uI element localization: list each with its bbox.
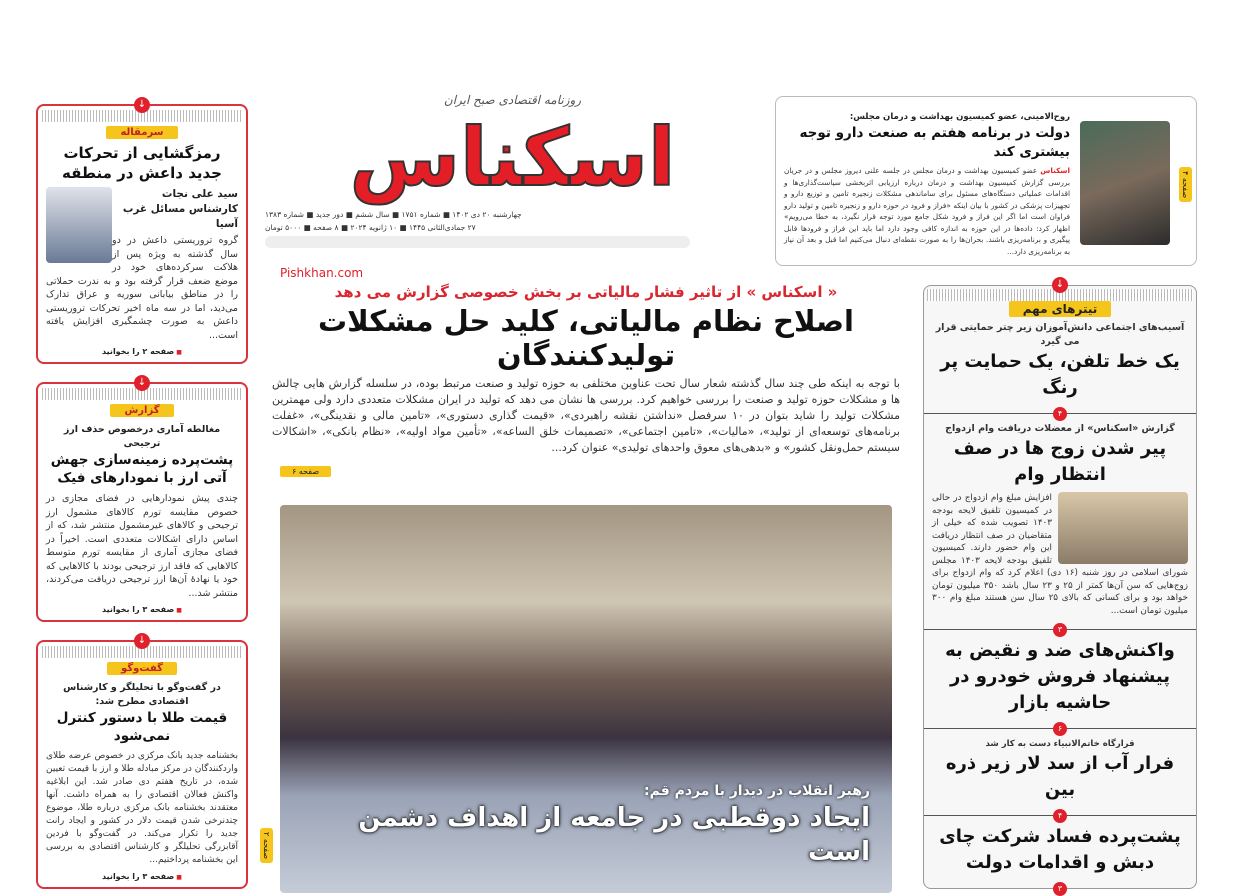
body: چندی پیش نمودارهایی در فضای مجازی در خصوص مقایسه تورم کالاهای مشمول ارز ترجیحی و کالاهای غیرمشمول منتشر شد، که از اساس دارای اشکالات متعددی است. اخیراً در فضای مجازی آماری از مقایسه تورم متوسط کالاهایی که فاقد ارز ترجیحی بودند با کالاهایی که خود یا نهادهٔ آن‌ها ارز ترجیحی دریافت می‌کردند، منتشر شد...: [46, 493, 238, 599]
author-role: کارشناس مسائل غرب آسیا: [122, 203, 238, 230]
source-label: اسکناس: [1040, 166, 1070, 175]
top-story-text: عضو کمیسیون بهداشت و درمان مجلس در جلسه علنی دیروز مجلس و در جریان بررسی گزارش کمیسیون بهداشت و درمان درباره ارزیابی اثربخشی سیاست‌گذاری‌ها و اقدامات عملیاتی دستگاه‌های مسئول برای ساماندهی مشکلات زنجیره تامین و توزیع دارو و تجهیزات پزشکی در کشور با بیان اینکه «فراز و فرود در حوزه دارو و زنجیره تامین و تولید دارو فراوان است اما اگر این فراز و فرود شکل جامع مورد توجه قرار نگیرد، به خطا می‌رویم» اظهار کرد: داده‌ها در این حوزه به اندازه کافی وجود دارد اما باید این فراز و فرودها قابل پیگیری و برنامه‌ریزی باشند. بحران‌ها را به صورت نقطه‌ای دنبال می‌کنیم اما قبل و بعد آن نیاز به برنامه‌ریزی دارد...: [784, 166, 1070, 256]
page-badge: ۳: [1053, 623, 1067, 637]
page-tag: صفحه ۴: [1179, 167, 1192, 202]
author-name: سید علی نجات: [161, 188, 238, 200]
headline: پشت‌پرده فساد شرکت چای دبش و اقدامات دولت: [939, 826, 1181, 873]
main-page-tag: صفحه ۶: [280, 466, 331, 477]
body: گروه تروریستی داعش در دو سال گذشته به ویژه پس از هلاکت سرکرده‌های خود در موضع ضعف قرار گرفته بود و به ندرت حملاتی را در مناطق بیابانی سوریه و عراق تدارک می‌دید، اما در سه ماه اخیر تحرکات تروریستی داعش به صورت چشمگیری افزایش یافته است...: [46, 235, 238, 341]
main-body: با توجه به اینکه طی چند سال گذشته شعار سال تحت عناوین مختلفی به حوزه تولید و صنعت مرتبط بوده، در سلسله گزارش هایی چالش ها و مشکلات حوزه تولید و صنعت را بررسی خواهیم کرد. بررسی ها نشان می دهد که تولید در ایران مشکلات متعددی دارد ولی مهمترین مشکلات تولید را شاید بتوان در ۱۰ سرفصل «نداشتن نقشه راهبردی»، «قیمت گذاری دستوری»، «تامین مالی و نقدینگی»، «غفلت برنامه‌های توسعه‌ای از تولید»، «مالیات»، «تامین اجتماعی»، «تصمیمات خلق الساعه»، «تأمین مواد اولیه»، «نظام بانکی»، «اشکالات سیستم حمل‌ونقل کشور» و «بدهی‌های معوق واحدهای تولیدی» عنوان کرد...: [272, 377, 900, 454]
author-photo: [46, 187, 112, 263]
date-line-1: چهارشنبه ۲۰ دی ۱۴۰۲ ■ شماره ۱۷۵۱ ■ سال ششم ■ دور جدید ■ شماره ۱۳۸۳: [265, 210, 522, 219]
arrow-down-icon: ↓: [134, 633, 150, 649]
arrow-down-icon: ↓: [134, 97, 150, 113]
headline: رمزگشایی از تحرکات جدید داعش در منطقه: [62, 144, 222, 182]
main-kicker: « اسکناس » از تاثیر فشار مالیاتی بر بخش خصوصی گزارش می دهد: [334, 283, 838, 301]
read-more-link[interactable]: ■ صفحه ۳ را بخوانید: [46, 605, 238, 614]
kicker: گزارش «اسکناس» از معضلات دریافت وام ازدواج: [945, 423, 1175, 434]
top-story-body: [784, 165, 1070, 257]
read-more-link[interactable]: ■ صفحه ۲ را بخوانید: [46, 347, 238, 356]
body: افزایش مبلغ وام ازدواج در حالی در کمیسیون تلفیق لایحه بودجه ۱۴۰۳ تصویب شده که خیلی از متقاضیان در صف انتظار دریافت این وام حضور دارند. کمیسیون تلفیق بودجه لایحه ۱۴۰۳ مجلس شورای اسلامی در روز شنبه (۱۶ دی) اعلام کرد که وام ازدواج برای زوج‌هایی که سن آن‌ها کمتر از ۲۵ و ۲۳ سال باشد ۳۵۰ میلیون تومان خواهد بود و برای کسانی که بالای ۲۵ سال سن هستند مبلغ وام ۳۰۰ میلیون تومان است...: [932, 493, 1189, 616]
section-tag: سرمقاله: [106, 126, 177, 139]
main-photo[interactable]: [280, 505, 892, 893]
kicker: قرارگاه خاتم‌الانبیاء دست به کار شد: [985, 739, 1135, 749]
arrow-down-icon: ↓: [1052, 277, 1068, 293]
photo-caption: [290, 781, 870, 869]
page-badge: ۶: [1053, 722, 1067, 736]
body: بخشنامه جدید بانک مرکزی در خصوص عرضه طلای واردکنندگان در مرکز مبادله طلا و ارز با قیمت تعیین شده، در تاریخ هفتم دی صادر شد. این ابلاغیه واکنش فعالان اقتصادی را به همراه داشت. آنها معتقدند بخشنامه بانک مرکزی درباره طلا، موضوع چندنرخی شدن قیمت دلار در کشور و ایجاد رانت جدید را تکرار می‌کند. در گفت‌وگو با فردین آقابزرگی تحلیلگر و کارشناس اقتصادی به بررسی این بخشنامه پرداختیم...: [46, 751, 238, 865]
section-tag: گزارش: [110, 404, 173, 417]
masthead-tagline: روزنامه اقتصادی صبح ایران: [443, 93, 582, 107]
top-story[interactable]: [775, 96, 1197, 266]
kicker: مغالطه آماری درخصوص حذف ارز ترجیحی: [63, 424, 221, 449]
page-badge: ۳: [1053, 882, 1067, 896]
headline: واکنش‌های ضد و نقیض به پیشنهاد فروش خودرو در حاشیه بازار: [945, 640, 1175, 713]
photo-kicker: رهبر انقلاب در دیدار با مردم قم:: [644, 783, 870, 799]
section-tag: تیترهای مهم: [1009, 301, 1112, 317]
interview-box[interactable]: [36, 635, 248, 889]
headline: قیمت طلا با دستور کنترل نمی‌شود: [56, 710, 228, 744]
headline: پشت‌پرده زمینه‌سازی جهش آتی ارز با نمودارهای فیک: [50, 452, 234, 486]
kicker: آسیب‌های اجتماعی دانش‌آموزان زیر چتر حمایتی قرار می گیرد: [935, 322, 1185, 347]
headline-item[interactable]: [924, 317, 1196, 418]
editorial-box[interactable]: [36, 99, 248, 364]
kicker: در گفت‌وگو با تحلیلگر و کارشناس اقتصادی مطرح شد:: [63, 682, 221, 707]
headline-item[interactable]: [924, 729, 1196, 820]
photo-headline: ایجاد دوقطبی در جامعه از اهداف دشمن است: [358, 803, 870, 867]
top-story-kicker: روح‌الامینی، عضو کمیسیون بهداشت و درمان مجلس:: [849, 112, 1070, 122]
masthead-bar: [265, 236, 690, 248]
masthead-logo: اسکناس: [349, 111, 676, 204]
watermark: Pishkhan.com: [280, 266, 364, 280]
report-box[interactable]: [36, 377, 248, 622]
headlines-box: [923, 279, 1197, 893]
headline: یک خط تلفن، یک حمایت پر رنگ: [940, 351, 1180, 398]
headline-item[interactable]: [924, 816, 1196, 893]
headline: فرار آب از سد لار زیر ذره بین: [945, 753, 1175, 800]
bank-photo: [1058, 492, 1188, 564]
top-story-headline: دولت در برنامه هفتم به صنعت دارو توجه بیشتری کند: [799, 125, 1070, 160]
arrow-down-icon: ↓: [134, 375, 150, 391]
headline: پیر شدن زوج ها در صف انتظار وام: [953, 438, 1167, 485]
photo-page-tag: صفحه ۲: [260, 828, 273, 863]
page-badge: ۴: [1053, 407, 1067, 421]
date-line-2: ۲۷ جمادی‌الثانی ۱۴۴۵ ■ ۱۰ ژانویه ۲۰۲۴ ■ ۸ صفحه ■ ۵۰۰۰ تومان: [265, 223, 476, 232]
section-tag: گفت‌وگو: [107, 662, 177, 675]
main-story: [270, 282, 902, 478]
masthead: [265, 92, 760, 248]
top-story-photo: [1080, 121, 1170, 245]
page-badge: ۴: [1053, 809, 1067, 823]
headline-item[interactable]: [924, 414, 1196, 634]
left-column: [36, 99, 248, 889]
headline-item[interactable]: [924, 630, 1196, 733]
read-more-link[interactable]: ■ صفحه ۳ را بخوانید: [46, 872, 238, 881]
main-headline[interactable]: اصلاح نظام مالیاتی، کلید حل مشکلات تولیدکنندگان: [318, 304, 854, 372]
